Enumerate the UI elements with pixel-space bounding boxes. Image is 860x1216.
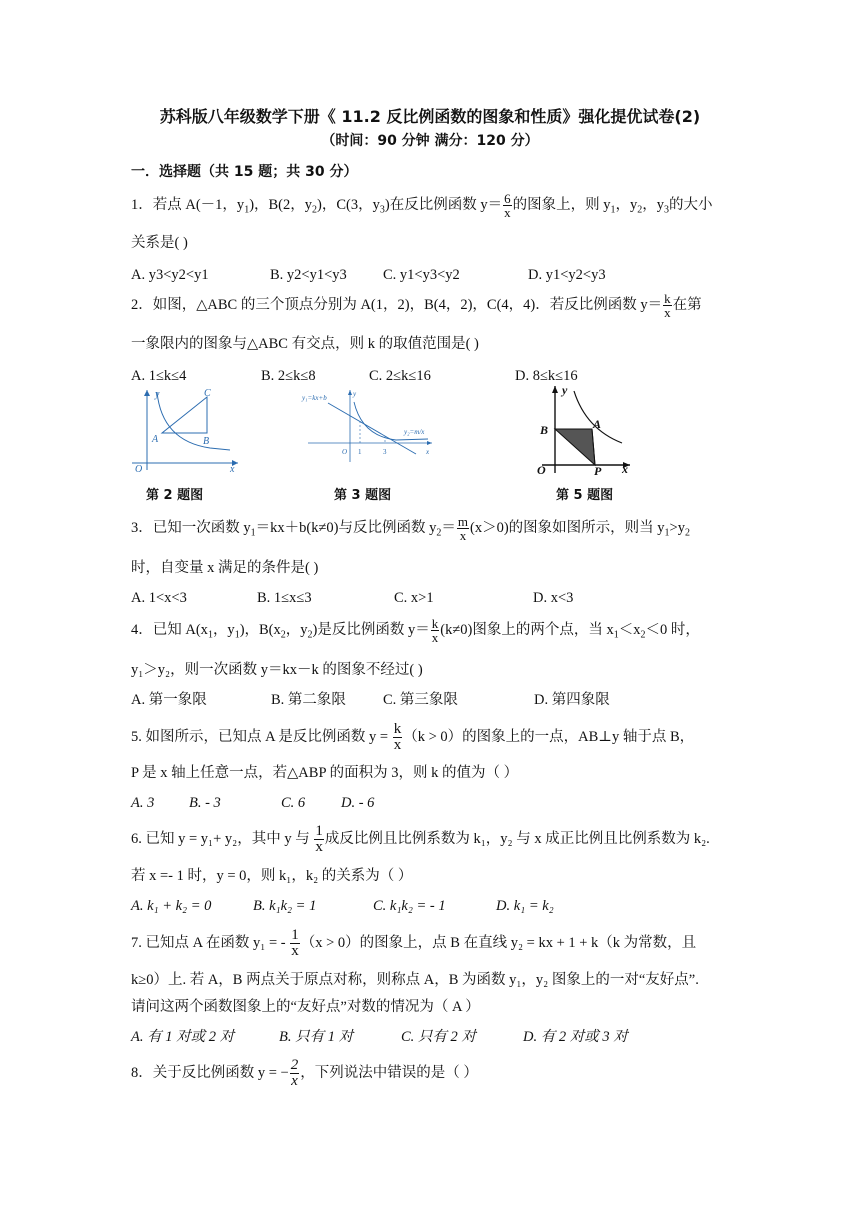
- q4-sub-2: 1: [234, 629, 240, 641]
- f5-y-label: y: [562, 383, 568, 397]
- f3-curve-label: y₂=m/x: [404, 428, 425, 436]
- figure-q3-caption: 第 3 题图: [334, 488, 392, 503]
- f5-point-b: B: [540, 423, 549, 437]
- section-heading: 一．选择题（共 15 题；共 30 分）: [131, 164, 358, 180]
- q7-option-b[interactable]: B. 只有 1 对: [279, 1029, 354, 1045]
- q1-text-a: 1．若点 A(－1，y: [131, 196, 245, 213]
- f5-point-p: P: [594, 464, 602, 475]
- q3-text-c: ＝: [441, 519, 456, 536]
- q5-fraction: [393, 722, 403, 753]
- q7-frac-den: x: [291, 943, 299, 959]
- q1-sub-6: 3: [663, 204, 669, 216]
- q3-text-d: (x＞0)的图象如图所示，则当 y: [470, 519, 665, 536]
- q1-text-d: )在反比例函数 y＝: [384, 196, 503, 213]
- q3-option-a[interactable]: A. 1<x<3: [131, 590, 187, 606]
- q2-option-b[interactable]: B. 2≤k≤8: [261, 368, 316, 384]
- q4-option-a[interactable]: A. 第一象限: [131, 692, 207, 708]
- q1-fraction: [503, 192, 512, 219]
- q1-option-a[interactable]: A. y3<y2<y1: [131, 267, 209, 283]
- q6-option-b[interactable]: B. k₁k₂ = 1: [253, 898, 317, 914]
- q4-text-a: 4．已知 A(x: [131, 621, 208, 638]
- q2-option-d[interactable]: D. 8≤k≤16: [515, 368, 578, 384]
- q1-text-g: ，y: [642, 196, 664, 213]
- q3-line1: [131, 515, 690, 544]
- q7-frac-num: 1: [291, 927, 299, 943]
- q7-option-c[interactable]: C. 只有 2 对: [401, 1029, 476, 1045]
- q4-fraction: [431, 617, 440, 644]
- q1-text-e: 的图象上，则 y: [512, 196, 611, 213]
- figure-q2-caption: 第 2 题图: [146, 488, 204, 503]
- q2-text-b: 在第: [672, 296, 702, 313]
- f2-origin-label: O: [135, 464, 143, 472]
- q1-line2: 关系是( ): [131, 235, 188, 251]
- q4-line2: y₁＞y₂，则一次函数 y＝kx－k 的图象不经过( ): [131, 662, 423, 678]
- q4-sub-5: 1: [613, 629, 619, 641]
- f3-y-arrow: [348, 390, 352, 395]
- q4-frac-num: k: [431, 616, 439, 631]
- q1-option-b[interactable]: B. y2<y1<y3: [270, 267, 347, 283]
- q6-fraction: [314, 824, 324, 855]
- f5-x-label: x: [622, 462, 628, 475]
- figure-q5-caption: 第 5 题图: [556, 488, 614, 503]
- q4-line1: [131, 617, 700, 646]
- figure-q5: [534, 383, 634, 475]
- q6-text-b: 成反比例且比例系数为 k₁，y₂ 与 x 成正比例且比例系数为 k₂.: [324, 830, 710, 847]
- q2-frac-den: x: [664, 305, 671, 320]
- q5-option-c[interactable]: C. 6: [281, 795, 306, 811]
- q3-text-e: >y: [669, 519, 685, 536]
- q1-text-b: )，B(2，y: [249, 196, 313, 213]
- q7-line2: k≥0）上. 若 A，B 两点关于原点对称，则称点 A，B 为函数 y₁，y₂ 图象上的一对“友好点”.: [131, 972, 699, 988]
- q3-sub-1: 1: [250, 527, 256, 539]
- q6-line1: [131, 824, 710, 855]
- q4-text-f: (k≠0)图象上的两个点，当 x: [440, 621, 614, 638]
- q1-frac-num: 6: [504, 191, 511, 206]
- q7-fraction: [290, 928, 300, 959]
- f3-tick-3: 3: [383, 448, 387, 456]
- q6-option-d[interactable]: D. k₁ = k₂: [496, 898, 554, 914]
- q6-frac-num: 1: [315, 823, 323, 839]
- q1-frac-den: x: [504, 205, 511, 220]
- q1-line1: [131, 192, 712, 221]
- f3-y-label: y: [353, 390, 357, 398]
- q3-sub-4: 2: [684, 527, 690, 539]
- q1-sub-5: 2: [637, 204, 643, 216]
- q3-text-b: ＝kx＋b(k≠0)与反比例函数 y: [255, 519, 437, 536]
- q4-frac-den: x: [431, 630, 439, 645]
- q8-text-b: ，下列说法中错误的是（ ）: [300, 1064, 478, 1081]
- q1-text-c: )，C(3，y: [317, 196, 380, 213]
- q4-sub-3: 2: [280, 629, 286, 641]
- page-subtitle: （时间：90 分钟 满分：120 分）: [321, 133, 539, 149]
- q3-option-d[interactable]: D. x<3: [533, 590, 574, 606]
- q4-text-g: ＜x: [618, 621, 641, 638]
- q4-text-h: ＜0 时，: [645, 621, 700, 638]
- q3-frac-num: m: [457, 514, 468, 529]
- q3-option-b[interactable]: B. 1≤x≤3: [257, 590, 312, 606]
- q1-text-f: ，y: [615, 196, 638, 213]
- f5-origin-label: O: [537, 463, 546, 475]
- q2-line2: 一象限内的图象与△ABC 有交点，则 k 的取值范围是( ): [131, 336, 479, 352]
- q1-option-d[interactable]: D. y1<y2<y3: [528, 267, 606, 283]
- q8-fraction: [290, 1058, 300, 1089]
- q2-fraction: [663, 292, 672, 319]
- q1-text-h: 的大小: [668, 196, 713, 213]
- q4-sub-6: 2: [640, 629, 646, 641]
- figure-q3: [298, 388, 436, 464]
- f5-point-a: A: [593, 417, 602, 431]
- f5-shaded-triangle: [555, 429, 595, 465]
- q3-fraction: [457, 515, 469, 542]
- q3-sub-2: 2: [436, 527, 442, 539]
- q4-option-c[interactable]: C. 第三象限: [383, 692, 458, 708]
- q7-text-a: 7. 已知点 A 在函数 y₁ = -: [131, 934, 286, 951]
- q6-option-c[interactable]: C. k₁k₂ = - 1: [373, 898, 446, 914]
- q4-sub-1: 1: [207, 629, 213, 641]
- q2-option-c[interactable]: C. 2≤k≤16: [369, 368, 431, 384]
- q4-option-d[interactable]: D. 第四象限: [534, 692, 610, 708]
- q4-text-d: ，y: [285, 621, 308, 638]
- q4-sub-4: 2: [307, 629, 313, 641]
- q3-text-a: 3．已知一次函数 y: [131, 519, 251, 536]
- f2-y-arrow: [144, 390, 150, 396]
- q1-sub-1: 1: [244, 204, 250, 216]
- q1-sub-4: 1: [610, 204, 616, 216]
- q5-line1: [131, 722, 694, 753]
- q5-option-d[interactable]: D. - 6: [341, 795, 375, 811]
- f2-point-c: C: [204, 388, 211, 399]
- q1-sub-2: 2: [312, 204, 318, 216]
- q4-text-c: )，B(x: [239, 621, 281, 638]
- f2-curve: [157, 392, 230, 450]
- q7-option-a[interactable]: A. 有 1 对或 2 对: [131, 1029, 235, 1045]
- q8-frac-den: x: [291, 1073, 298, 1089]
- f3-x-label: x: [426, 448, 430, 456]
- q5-line2: P 是 x 轴上任意一点，若△ABP 的面积为 3，则 k 的值为（ ）: [131, 765, 519, 781]
- q1-sub-3: 3: [379, 204, 385, 216]
- f3-x-arrow: [427, 441, 432, 445]
- f2-triangle: [162, 397, 207, 433]
- f2-point-a: A: [152, 434, 159, 445]
- q7-line1: [131, 928, 696, 959]
- f3-line: [328, 403, 416, 454]
- q4-option-b[interactable]: B. 第二象限: [271, 692, 346, 708]
- q5-frac-den: x: [393, 737, 402, 753]
- page-title: 苏科版八年级数学下册《 11.2 反比例函数的图象和性质》强化提优试卷(2): [159, 107, 701, 126]
- f3-origin-label: O: [342, 448, 348, 456]
- q6-frac-den: x: [315, 839, 323, 855]
- q5-option-a[interactable]: A. 3: [131, 795, 155, 811]
- figure-q2: [130, 386, 242, 472]
- q5-frac-num: k: [393, 721, 402, 737]
- f2-y-label: y: [155, 389, 160, 400]
- q4-text-e: )是反比例函数 y＝: [312, 621, 430, 638]
- q5-text-b: （k > 0）的图象上的一点，AB⊥y 轴于点 B，: [403, 728, 695, 745]
- f2-point-b: B: [203, 436, 210, 447]
- q3-line2: 时，自变量 x 满足的条件是( ): [131, 560, 319, 576]
- f2-x-label: x: [230, 464, 235, 472]
- q2-frac-num: k: [664, 291, 671, 306]
- q8-line1: [131, 1058, 478, 1089]
- f5-y-arrow: [552, 386, 558, 393]
- q3-option-c[interactable]: C. x>1: [394, 590, 434, 606]
- q7-text-b: （x > 0）的图象上，点 B 在直线 y₂ = kx + 1 + k（k 为常数，且: [300, 934, 697, 951]
- f3-line-label: y₁=kx+b: [302, 394, 327, 402]
- q3-sub-3: 1: [664, 527, 670, 539]
- q8-text-a: 8．关于反比例函数 y = −: [131, 1064, 289, 1081]
- q7-line3: 请问这两个函数图象上的“友好点”对数的情况为（ A ）: [131, 999, 480, 1015]
- q5-option-b[interactable]: B. - 3: [189, 795, 221, 811]
- q3-frac-den: x: [459, 528, 467, 543]
- q1-option-c[interactable]: C. y1<y3<y2: [383, 267, 460, 283]
- q7-option-d[interactable]: D. 有 2 对或 3 对: [523, 1029, 628, 1045]
- q6-line2: 若 x =- 1 时，y = 0，则 k₁，k₂ 的关系为（ ）: [131, 868, 413, 884]
- q2-text-a: 2．如图，△ABC 的三个顶点分别为 A(1，2)，B(4，2)，C(4，4)．若反比例函数 y＝: [131, 296, 663, 313]
- q8-frac-num: 2: [290, 1057, 299, 1073]
- q5-text-a: 5. 如图所示，已知点 A 是反比例函数 y =: [131, 728, 389, 745]
- f3-tick-1: 1: [358, 448, 362, 456]
- q6-option-a[interactable]: A. k₁ + k₂ = 0: [131, 898, 212, 914]
- q6-text-a: 6. 已知 y = y₁+ y₂，其中 y 与: [131, 830, 310, 847]
- q4-text-b: ，y: [212, 621, 235, 638]
- q2-line1: [131, 292, 702, 319]
- q2-option-a[interactable]: A. 1≤k≤4: [131, 368, 187, 384]
